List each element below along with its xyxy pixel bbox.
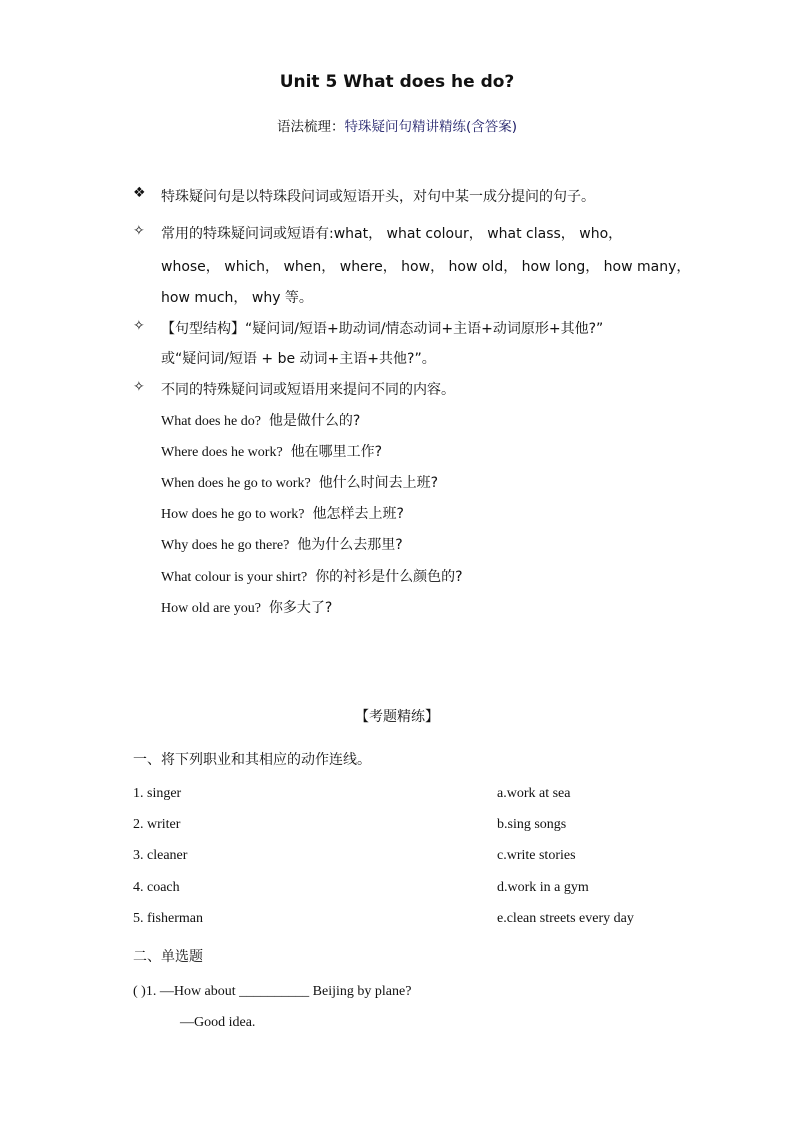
example-english: What colour is your shirt? bbox=[161, 570, 308, 585]
example-row bbox=[161, 441, 382, 461]
example-chinese: 他什么时间去上班? bbox=[318, 475, 439, 491]
bullet-star-icon: ✧ bbox=[133, 223, 145, 239]
example-row bbox=[161, 597, 332, 617]
point-2-line-2: whose， which， when， where， how， how old， how long， how many， bbox=[161, 259, 691, 275]
example-row bbox=[161, 534, 403, 554]
occupation-item: 5. fisherman bbox=[133, 911, 203, 926]
occupation-item: 1. singer bbox=[133, 786, 182, 801]
point-4-text: 不同的特殊疑问词或短语用来提问不同的内容。 bbox=[161, 382, 455, 398]
example-chinese: 他为什么去那里? bbox=[297, 537, 403, 553]
example-english: Where does he work? bbox=[161, 445, 283, 460]
exercise-heading: 【考题精练】 bbox=[355, 709, 439, 725]
point-2-line-1: 常用的特珠疑问词或短语有:what， what colour， what class， who， bbox=[161, 226, 623, 242]
section-1-title: 一、将下列职业和其相应的动作连线。 bbox=[133, 752, 371, 768]
section-2-title: 二、单选题 bbox=[133, 949, 203, 965]
example-chinese: 他是做什么的? bbox=[268, 413, 361, 429]
bullet-diamond-icon: ❖ bbox=[133, 185, 146, 201]
occupation-item: 3. cleaner bbox=[133, 848, 188, 863]
question-1 bbox=[133, 984, 411, 1000]
example-chinese: 你的衬衫是什么颜色的? bbox=[315, 569, 463, 585]
action-item: d.work in a gym bbox=[497, 880, 589, 895]
example-english: Why does he go there? bbox=[161, 538, 290, 553]
action-item: a.work at sea bbox=[497, 786, 571, 801]
point-2-line-3: how much， why 等。 bbox=[161, 290, 313, 306]
example-row bbox=[161, 503, 404, 523]
question-1-response: —Good idea. bbox=[180, 1015, 256, 1030]
example-chinese: 你多大了? bbox=[268, 600, 333, 616]
occupation-item: 4. coach bbox=[133, 880, 180, 895]
bullet-star-icon: ✧ bbox=[133, 318, 145, 334]
action-item: c.write stories bbox=[497, 848, 576, 863]
question-1-text: 1. —How about __________ Beijing by plane? bbox=[145, 984, 412, 999]
answer-bracket: ( ) bbox=[133, 984, 146, 999]
example-english: How old are you? bbox=[161, 601, 261, 616]
occupation-item: 2. writer bbox=[133, 817, 181, 832]
example-chinese: 他在哪里工作? bbox=[290, 444, 383, 460]
page-subtitle bbox=[0, 115, 794, 135]
example-row bbox=[161, 472, 438, 492]
page-title: Unit 5 What does he do? bbox=[279, 72, 515, 92]
example-chinese: 他怎样去上班? bbox=[312, 506, 404, 522]
subtitle-highlight: 特珠疑问句精讲精练(含答案) bbox=[344, 119, 518, 135]
bullet-star-icon: ✧ bbox=[133, 379, 145, 395]
example-row bbox=[161, 410, 360, 430]
subtitle-prefix: 语法梳理： bbox=[276, 119, 345, 135]
example-row bbox=[161, 566, 463, 586]
action-item: b.sing songs bbox=[497, 817, 567, 832]
example-english: How does he go to work? bbox=[161, 507, 305, 522]
example-english: What does he do? bbox=[161, 414, 261, 429]
point-1-text: 特珠疑问句是以特珠段问词或短语开头，对句中某一成分提问的句子。 bbox=[161, 189, 595, 205]
example-english: When does he go to work? bbox=[161, 476, 311, 491]
point-3-line-1: 【句型结构】“疑问词/短语+助动词/情态动词+主语+动词原形+其他?” bbox=[161, 321, 604, 337]
point-3-line-2: 或“疑问词/短语 + be 动词+主语+共他?”。 bbox=[161, 351, 436, 367]
action-item: e.clean streets every day bbox=[497, 911, 634, 926]
